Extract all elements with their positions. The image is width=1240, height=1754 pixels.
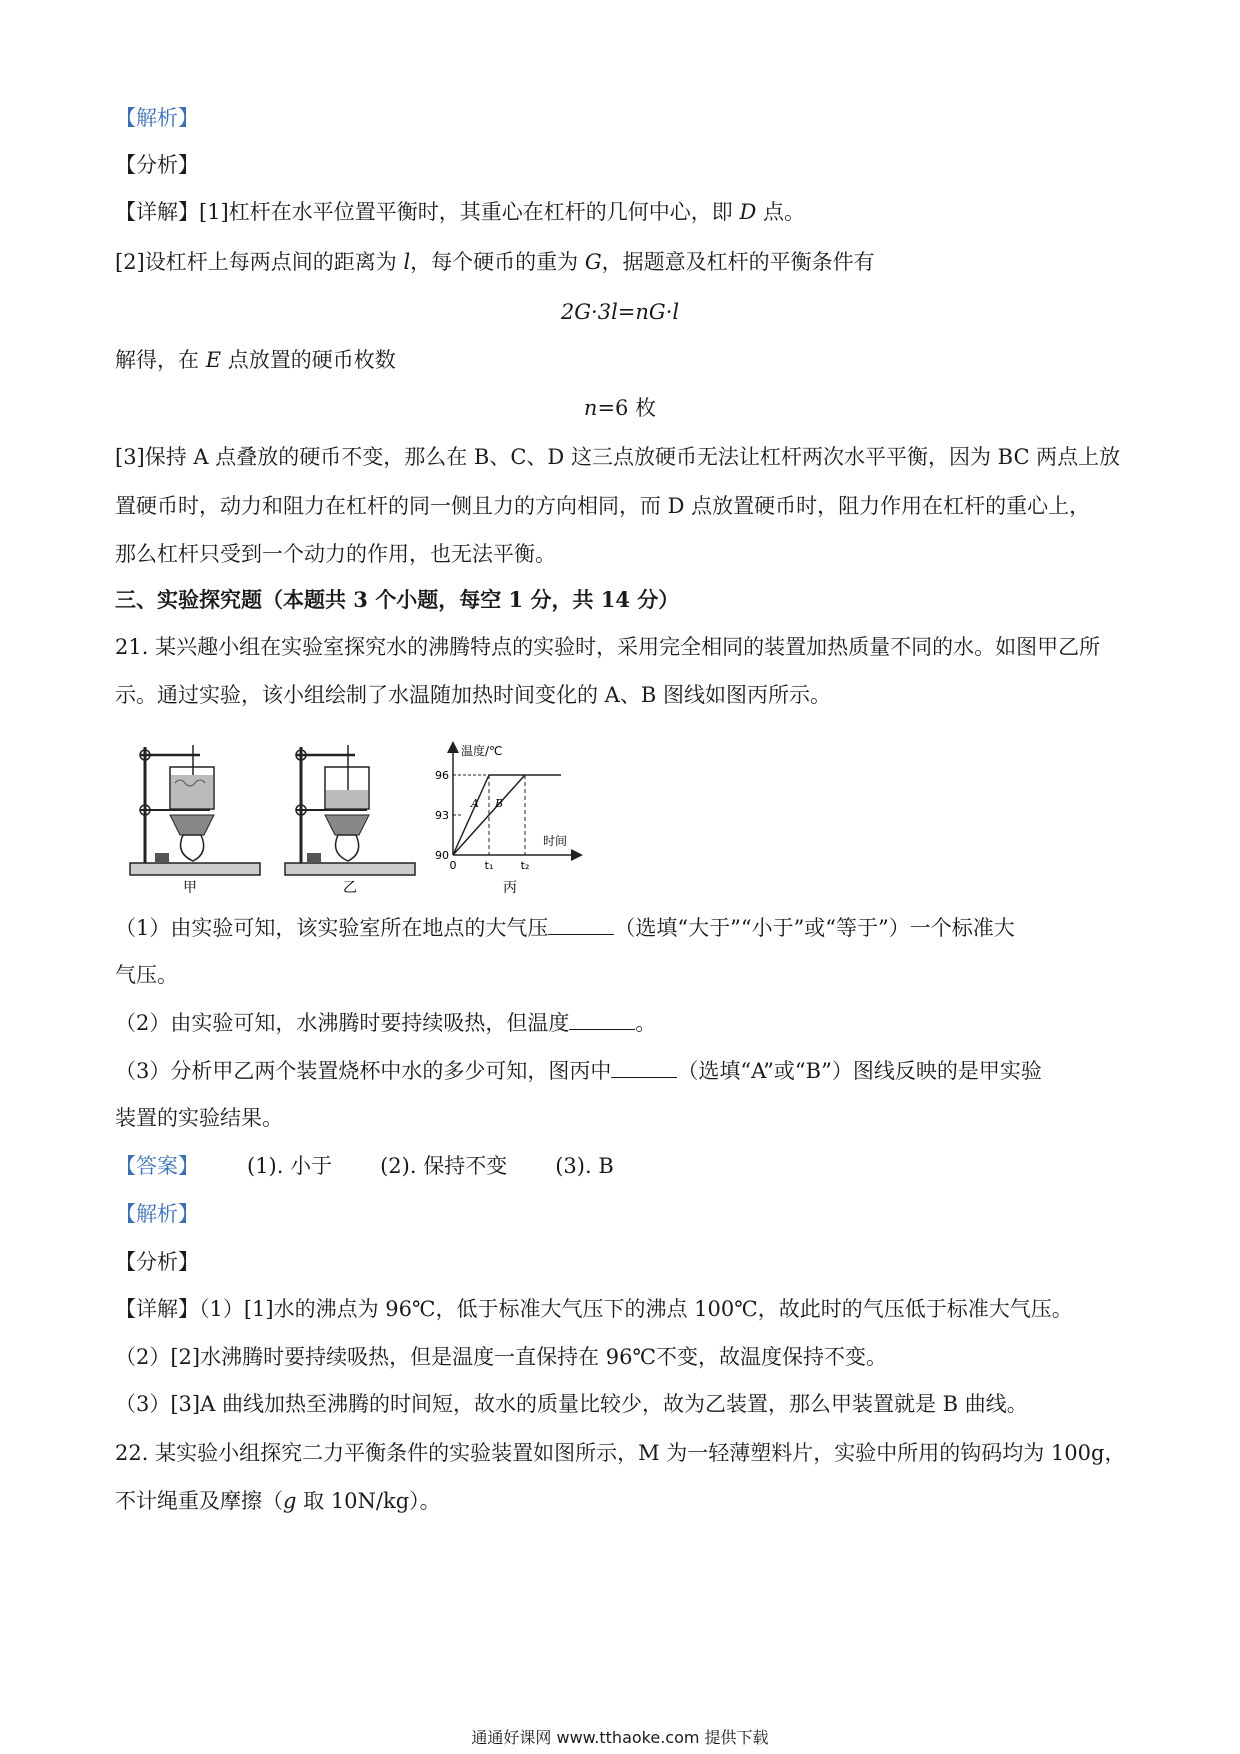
series-label-B: B bbox=[495, 797, 504, 810]
q21-stem-1: 21. 某兴趣小组在实验室探究水的沸腾特点的实验时，采用完全相同的装置加热质量不同的水。如图甲乙所 bbox=[115, 635, 1101, 659]
q22-stem-2: 不计绳重及摩擦（g 取 10N/kg）。 bbox=[115, 1489, 441, 1513]
apparatus-yi bbox=[275, 735, 425, 895]
analysis-label: 【解析】 bbox=[115, 106, 199, 130]
fig-label-jia: 甲 bbox=[183, 880, 197, 895]
q21-part2: （2）由实验可知，水沸腾时要持续吸热，但温度 。 bbox=[115, 1007, 1135, 1038]
fig-label-bing: 丙 bbox=[503, 880, 517, 895]
detail-line-5: 置硬币时，动力和阻力在杠杆的同一侧且力的方向相同，而 D 点放置硬币时，阻力作用在杠杆的重心上， bbox=[115, 494, 1091, 518]
series-label-A: A bbox=[471, 797, 479, 810]
detail-line-1: 【详解】[1]杠杆在水平位置平衡时，其重心在杠杆的几何中心，即 D 点。 bbox=[115, 200, 805, 224]
fig-label-yi: 乙 bbox=[343, 880, 357, 895]
q21-part3-line1: （3）分析甲乙两个装置烧杯中水的多少可知，图丙中 （选填“A”或“B”）图线反映的是甲实验 bbox=[115, 1055, 1135, 1086]
y-tick-93: 93 bbox=[435, 809, 449, 822]
q21-detail-2: （2）[2]水沸腾时要持续吸热，但是温度一直保持在 96℃不变，故温度保持不变。 bbox=[115, 1345, 887, 1369]
apparatus-jia bbox=[115, 735, 265, 895]
section-title: 三、实验探究题（本题共 3 个小题，每空 1 分，共 14 分） bbox=[115, 587, 680, 612]
x-tick-2: t₂ bbox=[520, 859, 530, 872]
q21-answer-line bbox=[115, 1151, 1135, 1181]
q21-figures bbox=[115, 735, 595, 895]
x-tick-1: t₁ bbox=[484, 859, 494, 872]
detail-line-3: 解得，在 E 点放置的硬币枚数 bbox=[115, 348, 396, 372]
y-axis-label: 温度/℃ bbox=[461, 744, 503, 758]
series-line-B bbox=[453, 775, 525, 855]
page-footer: 通通好课网 www.tthaoke.com 提供下载 bbox=[471, 1728, 769, 1747]
q21-part1-line1: （1）由实验可知，该实验室所在地点的大气压 （选填“大于”“小于”或“等于”）一个标准大 bbox=[115, 912, 1135, 943]
detail-line-6: 那么杠杆只受到一个动力的作用，也无法平衡。 bbox=[115, 542, 556, 566]
q21-stem-2: 示。通过实验，该小组绘制了水温随加热时间变化的 A、B 图线如图丙所示。 bbox=[115, 683, 831, 707]
answer-item-1: (1). 小于 bbox=[247, 1154, 333, 1178]
x-tick-0: 0 bbox=[449, 859, 457, 872]
q22-stem-1: 22. 某实验小组探究二力平衡条件的实验装置如图所示，M 为一轻薄塑料片，实验中所用的钩码均为 100g， bbox=[115, 1441, 1126, 1465]
equation-2: n=6 枚 bbox=[583, 396, 657, 420]
fenxi-label: 【分析】 bbox=[115, 153, 199, 177]
q21-detail-3: （3）[3]A 曲线加热至沸腾的时间短，故水的质量比较少，故为乙装置，那么甲装置就是 B 曲线。 bbox=[115, 1392, 1028, 1416]
temperature-chart bbox=[425, 735, 595, 895]
detail-line-4: [3]保持 A 点叠放的硬币不变，那么在 B、C、D 这三点放硬币无法让杠杆两次水平平衡，因为 BC 两点上放 bbox=[115, 445, 1121, 469]
q21-analysis-label: 【解析】 bbox=[115, 1202, 199, 1226]
q21-detail-1: 【详解】（1）[1]水的沸点为 96℃，低于标准大气压下的沸点 100℃，故此时的气压低于标准大气压。 bbox=[115, 1297, 1073, 1321]
answer-item-3: (3). B bbox=[555, 1154, 614, 1178]
answer-blank-2[interactable] bbox=[569, 1007, 635, 1030]
q21-part1-line2: 气压。 bbox=[115, 963, 178, 987]
answer-label: 【答案】 bbox=[115, 1154, 199, 1178]
q21-fenxi-label: 【分析】 bbox=[115, 1250, 199, 1274]
x-axis-label: 时间 bbox=[543, 834, 568, 848]
answer-blank-1[interactable] bbox=[548, 912, 614, 935]
y-tick-96: 96 bbox=[435, 769, 449, 782]
y-tick-90: 90 bbox=[435, 849, 449, 862]
answer-item-2: (2). 保持不变 bbox=[380, 1154, 508, 1178]
answer-blank-3[interactable] bbox=[611, 1055, 677, 1078]
detail-line-2: [2]设杠杆上每两点间的距离为 l，每个硬币的重为 G，据题意及杠杆的平衡条件有 bbox=[115, 250, 875, 274]
equation-1: 2G·3l=nG·l bbox=[560, 300, 680, 324]
q21-part3-line2: 装置的实验结果。 bbox=[115, 1106, 283, 1130]
